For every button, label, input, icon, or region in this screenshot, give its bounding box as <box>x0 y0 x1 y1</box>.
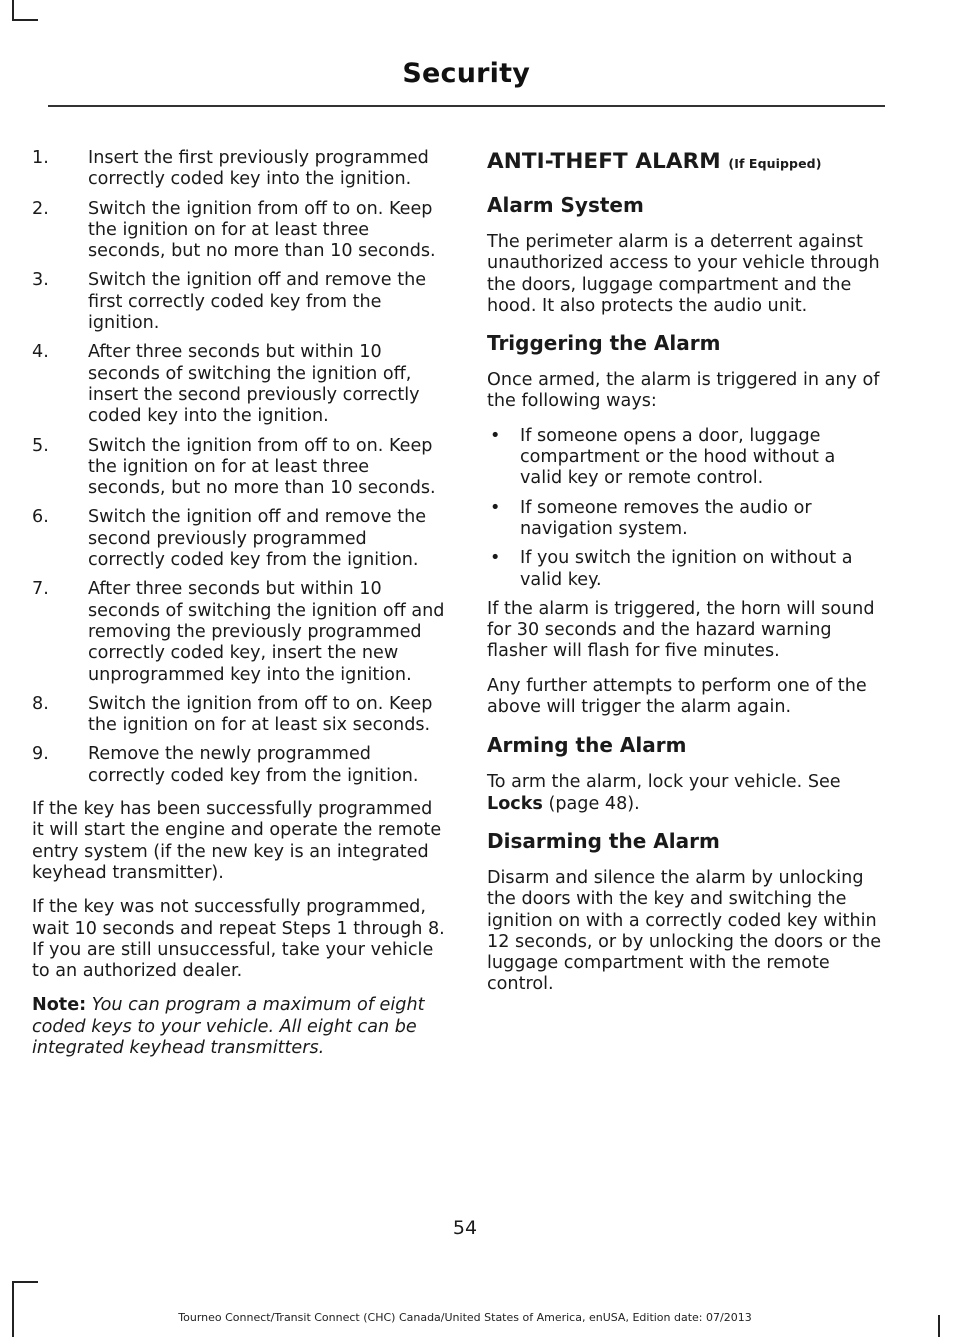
failure-paragraph: If the key was not successfully programmed, wait 10 seconds and repeat Steps 1 through 8. If you are still unsuccessful, take your vehicle to an authorized dealer. <box>32 897 445 982</box>
crop-mark-bottom-left-vertical <box>12 1282 14 1337</box>
right-column <box>487 148 882 1009</box>
locks-link[interactable]: Locks <box>487 793 543 814</box>
list-item: • If you switch the ignition on without a valid key. <box>490 548 853 590</box>
step-item <box>32 694 448 737</box>
arming-text: To arm the alarm, lock your vehicle. See Locks (page 48). <box>487 772 841 814</box>
step-text: Insert the first previously programmed correctly coded key into the ignition. <box>88 148 429 190</box>
note-label: Note: <box>32 995 87 1016</box>
step-item <box>32 436 448 500</box>
step-text: Remove the newly programmed correctly coded key from the ignition. <box>88 744 419 786</box>
step-number: 8. <box>32 693 49 714</box>
step-text: Switch the ignition from off to on. Keep the ignition on for at least three seconds, but no more than 10 seconds. <box>88 435 436 499</box>
bullet-icon: • <box>490 425 501 446</box>
note-text: You can program a maximum of eight coded keys to your vehicle. All eight can be integrated keyhead transmitters. <box>32 995 425 1058</box>
triggering-bullet-list <box>487 426 882 591</box>
triggering-intro: Once armed, the alarm is triggered in any of the following ways: <box>487 370 880 412</box>
step-text: Switch the ignition from off to on. Keep the ignition on for at least three seconds, but no more than 10 seconds. <box>88 198 436 262</box>
triggered-result-paragraph: If the alarm is triggered, the horn will sound for 30 seconds and the hazard warning flasher will flash for five minutes. <box>487 598 875 662</box>
disarming-text: Disarm and silence the alarm by unlocking the doors with the key and switching the ignition on with a correctly coded key within 12 seconds, or by unlocking the doors or the luggage compartment with the remote control. <box>487 867 882 995</box>
step-number: 7. <box>32 579 49 600</box>
section-title-text: ANTI-THEFT ALARM <box>487 149 721 174</box>
footer-edition-info: Tourneo Connect/Transit Connect (CHC) Canada/United States of America, enUSA, Edition date: 07/2013 <box>178 1311 752 1324</box>
list-item: • If someone removes the audio or navigation system. <box>490 497 812 539</box>
step-text: Switch the ignition from off to on. Keep the ignition on for at least six seconds. <box>88 693 433 736</box>
page-header-title: Security <box>402 58 530 89</box>
section-qualifier: (If Equipped) <box>728 156 822 171</box>
header-rule <box>48 105 885 107</box>
step-number: 4. <box>32 342 49 363</box>
bullet-icon: • <box>490 497 501 518</box>
step-item <box>32 579 448 685</box>
step-item <box>32 270 448 334</box>
success-paragraph: If the key has been successfully programmed it will start the engine and operate the remote entry system (if the new key is an integrated keyhead transmitter). <box>32 799 442 883</box>
step-item <box>32 744 448 787</box>
crop-mark-bottom-right <box>938 1315 940 1337</box>
crop-mark-top-left-vertical <box>12 0 14 20</box>
alarm-system-text: The perimeter alarm is a deterrent against unauthorized access to your vehicle through the doors, luggage compartment and the hood. It also protects the audio unit. <box>487 232 880 316</box>
alarm-system-heading: Alarm System <box>487 193 644 217</box>
step-item <box>32 342 448 427</box>
further-attempts-paragraph: Any further attempts to perform one of the above will trigger the alarm again. <box>487 675 867 718</box>
step-item <box>32 507 448 571</box>
step-number: 9. <box>32 744 49 765</box>
page-number: 54 <box>452 1217 478 1239</box>
step-number: 1. <box>32 148 49 168</box>
step-number: 5. <box>32 435 49 456</box>
step-text: After three seconds but within 10 seconds of switching the ignition off and removing the previously programmed correctly coded key, insert the new unprogrammed key into the ignition. <box>88 579 445 685</box>
bullet-icon: • <box>490 548 501 569</box>
note-paragraph <box>32 995 448 1059</box>
left-column <box>32 148 448 1072</box>
arming-heading: Arming the Alarm <box>487 733 687 758</box>
step-text: After three seconds but within 10 seconds of switching the ignition off, insert the second previously correctly coded key into the ignition. <box>88 342 420 427</box>
list-item: • If someone opens a door, luggage compartment or the hood without a valid key or remote control. <box>490 425 836 489</box>
programming-steps-list <box>32 148 448 787</box>
step-item <box>32 148 448 191</box>
crop-mark-top-left-horizontal <box>12 19 38 21</box>
step-item <box>32 199 448 263</box>
disarming-heading: Disarming the Alarm <box>487 828 720 853</box>
step-number: 6. <box>32 507 49 528</box>
section-title <box>487 148 882 178</box>
step-number: 3. <box>32 270 49 291</box>
step-text: Switch the ignition off and remove the second previously programmed correctly coded key from the ignition. <box>88 507 427 571</box>
crop-mark-bottom-left-horizontal <box>12 1281 38 1283</box>
triggering-heading: Triggering the Alarm <box>487 331 721 356</box>
step-number: 2. <box>32 198 49 219</box>
step-text: Switch the ignition off and remove the first correctly coded key from the ignition. <box>88 270 427 334</box>
